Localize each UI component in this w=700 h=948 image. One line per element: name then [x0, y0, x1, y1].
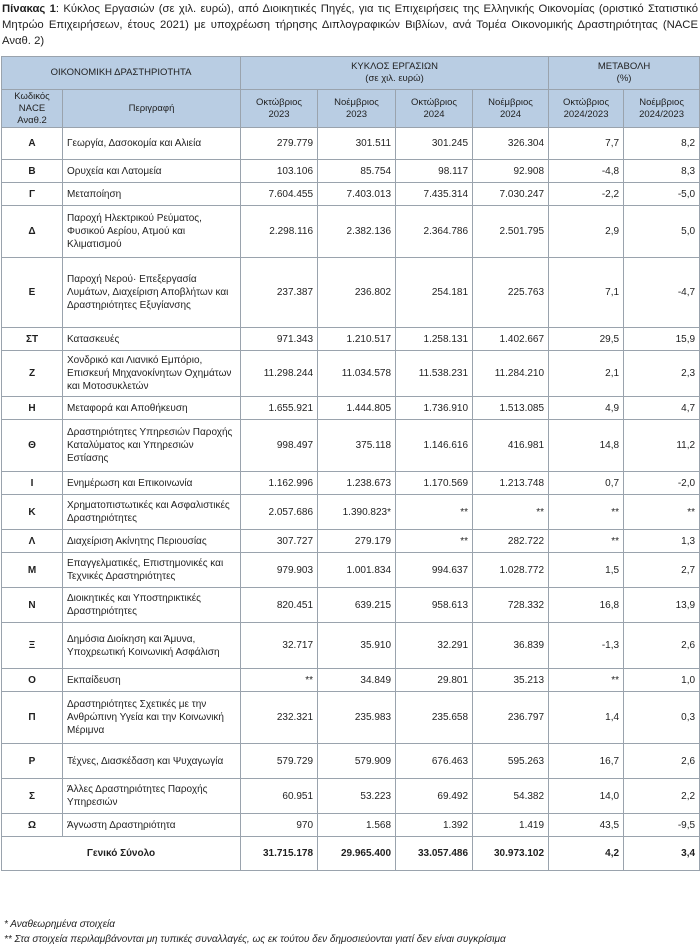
turnover-header-unit: (σε χιλ. ευρώ): [365, 73, 424, 84]
turnover-value-cell: 282.722: [473, 530, 549, 553]
turnover-value-cell: 579.729: [241, 744, 318, 779]
change-period-month: Νοέμβριος: [639, 96, 684, 108]
change-value-cell: 2,2: [624, 779, 700, 814]
turnover-value-cell: 970: [241, 814, 318, 837]
turnover-table: [1, 56, 700, 871]
turnover-value-cell: 2.364.786: [396, 206, 473, 258]
change-value-cell: 1,3: [624, 530, 700, 553]
sector-description-cell: Κατασκευές: [63, 328, 241, 351]
turnover-value-cell: 7.403.013: [318, 183, 396, 206]
period-month: Νοέμβριος: [334, 96, 379, 108]
sector-code-cell: Γ: [2, 183, 63, 206]
turnover-value-cell: **: [396, 495, 473, 530]
table-row: [2, 779, 700, 814]
period-month: Οκτώβριος: [411, 96, 458, 108]
turnover-value-cell: 254.181: [396, 258, 473, 328]
turnover-value-cell: 1.444.805: [318, 397, 396, 420]
table-caption: [2, 1, 698, 49]
turnover-value-cell: 225.763: [473, 258, 549, 328]
change-value-cell: 2,7: [624, 553, 700, 588]
change-value-cell: 13,9: [624, 588, 700, 623]
sector-description-cell: Χρηματοπιστωτικές και Ασφαλιστικές Δραστηριότητες: [63, 495, 241, 530]
period-year: 2024: [423, 108, 445, 120]
turnover-value-cell: 11.538.231: [396, 351, 473, 397]
sector-description-cell: Παροχή Νερού· Επεξεργασία Λυμάτων, Διαχείριση Αποβλήτων και Δραστηριότητες Εξυγίανσης: [63, 258, 241, 328]
change-value-cell: **: [549, 495, 624, 530]
turnover-value-cell: 60.951: [241, 779, 318, 814]
turnover-value-cell: 69.492: [396, 779, 473, 814]
change-value-cell: 14,0: [549, 779, 624, 814]
sector-code-cell: Δ: [2, 206, 63, 258]
total-turnover-cell: 29.965.400: [318, 837, 396, 871]
change-value-cell: 1,0: [624, 669, 700, 692]
turnover-value-cell: 1.028.772: [473, 553, 549, 588]
turnover-value-cell: 820.451: [241, 588, 318, 623]
sector-description-cell: Χονδρικό και Λιανικό Εμπόριο, Επισκευή Μηχανοκίνητων Οχημάτων και Μοτοσυκλετών: [63, 351, 241, 397]
change-value-cell: 43,5: [549, 814, 624, 837]
table-row: [2, 160, 700, 183]
sector-code-cell: Ρ: [2, 744, 63, 779]
change-value-cell: 29,5: [549, 328, 624, 351]
change-value-cell: 1,5: [549, 553, 624, 588]
change-value-cell: 0,3: [624, 692, 700, 744]
turnover-value-cell: 7.604.455: [241, 183, 318, 206]
change-period-years: 2024/2023: [639, 108, 685, 120]
table-caption-label: Πίνακας 1: [2, 3, 56, 15]
turnover-value-cell: 1.513.085: [473, 397, 549, 420]
change-value-cell: **: [549, 669, 624, 692]
turnover-value-cell: 1.213.748: [473, 472, 549, 495]
turnover-value-cell: 1.392: [396, 814, 473, 837]
sector-code-cell: Ω: [2, 814, 63, 837]
table-row: [2, 128, 700, 160]
sector-code-cell: Ξ: [2, 623, 63, 669]
turnover-value-cell: 29.801: [396, 669, 473, 692]
turnover-value-cell: 32.291: [396, 623, 473, 669]
turnover-value-cell: 2.057.686: [241, 495, 318, 530]
change-value-cell: 2,6: [624, 623, 700, 669]
sector-code-cell: ΣΤ: [2, 328, 63, 351]
turnover-value-cell: 34.849: [318, 669, 396, 692]
change-value-cell: 8,3: [624, 160, 700, 183]
period-month: Νοέμβριος: [488, 96, 533, 108]
sector-code-cell: Θ: [2, 420, 63, 472]
table-row: [2, 692, 700, 744]
turnover-value-cell: 979.903: [241, 553, 318, 588]
header-row-sub: [2, 90, 700, 128]
change-value-cell: 8,2: [624, 128, 700, 160]
sector-description-cell: Επαγγελματικές, Επιστημονικές και Τεχνικές Δραστηριότητες: [63, 553, 241, 588]
change-value-cell: 4,7: [624, 397, 700, 420]
change-value-cell: -4,8: [549, 160, 624, 183]
turnover-value-cell: 1.146.616: [396, 420, 473, 472]
turnover-value-cell: 1.170.569: [396, 472, 473, 495]
turnover-value-cell: 998.497: [241, 420, 318, 472]
sector-description-cell: Γεωργία, Δασοκομία και Αλιεία: [63, 128, 241, 160]
change-value-cell: 0,7: [549, 472, 624, 495]
turnover-header-title: ΚΥΚΛΟΣ ΕΡΓΑΣΙΩΝ: [351, 61, 438, 72]
sector-code-cell: Α: [2, 128, 63, 160]
sector-code-cell: Η: [2, 397, 63, 420]
sector-description-cell: Μεταφορά και Αποθήκευση: [63, 397, 241, 420]
turnover-value-cell: 639.215: [318, 588, 396, 623]
turnover-value-cell: 279.779: [241, 128, 318, 160]
sector-code-cell: Λ: [2, 530, 63, 553]
turnover-value-cell: 235.983: [318, 692, 396, 744]
period-header: [473, 90, 549, 128]
turnover-value-cell: 53.223: [318, 779, 396, 814]
change-header-unit: (%): [616, 73, 632, 84]
period-header: [241, 90, 318, 128]
code-header-line: NACE: [18, 102, 46, 114]
turnover-value-cell: 1.402.667: [473, 328, 549, 351]
period-year: 2023: [268, 108, 290, 120]
table-body: [2, 57, 700, 871]
change-value-cell: 5,0: [624, 206, 700, 258]
activity-header: ΟΙΚΟΝΟΜΙΚΗ ΔΡΑΣΤΗΡΙΟΤΗΤΑ: [2, 57, 241, 90]
turnover-header: [241, 57, 549, 90]
change-header: [549, 57, 700, 90]
sector-code-cell: Ο: [2, 669, 63, 692]
change-value-cell: -2,0: [624, 472, 700, 495]
sector-description-cell: Δραστηριότητες Σχετικές με την Ανθρώπινη Υγεία και την Κοινωνική Μέριμνα: [63, 692, 241, 744]
turnover-value-cell: 1.238.673: [318, 472, 396, 495]
turnover-value-cell: 103.106: [241, 160, 318, 183]
turnover-value-cell: 1.258.131: [396, 328, 473, 351]
table-row: [2, 623, 700, 669]
table-row: [2, 328, 700, 351]
turnover-value-cell: 54.382: [473, 779, 549, 814]
sector-description-cell: Άλλες Δραστηριότητες Παροχής Υπηρεσιών: [63, 779, 241, 814]
total-label-cell: Γενικό Σύνολο: [2, 837, 241, 871]
change-value-cell: 7,1: [549, 258, 624, 328]
turnover-value-cell: 236.797: [473, 692, 549, 744]
turnover-value-cell: 11.034.578: [318, 351, 396, 397]
sector-code-cell: Ν: [2, 588, 63, 623]
total-change-cell: 4,2: [549, 837, 624, 871]
table-row: [2, 351, 700, 397]
turnover-value-cell: 1.655.921: [241, 397, 318, 420]
table-row: [2, 420, 700, 472]
turnover-value-cell: 1.162.996: [241, 472, 318, 495]
code-column-header: [2, 90, 63, 128]
change-value-cell: **: [549, 530, 624, 553]
change-value-cell: 1,4: [549, 692, 624, 744]
turnover-value-cell: 7.435.314: [396, 183, 473, 206]
change-value-cell: 15,9: [624, 328, 700, 351]
table-row: [2, 588, 700, 623]
table-caption-text: : Κύκλος Εργασιών (σε χιλ. ευρώ), από Διοικητικές Πηγές, για τις Επιχειρήσεις της Ελληνικής Οικονομίας (οριστικό Στατιστικό Μητρώο Επιχειρήσεων, έτους 2021) με υποχρέωση τήρησης Διπλογραφικών Βιβλίων, ανά Τομέα Οικονομικής Δραστηριότητας (NACE Αναθ. 2): [2, 3, 698, 47]
turnover-value-cell: **: [241, 669, 318, 692]
change-period-header: [624, 90, 700, 128]
sector-code-cell: Ι: [2, 472, 63, 495]
period-year: 2023: [345, 108, 368, 120]
change-value-cell: 2,6: [624, 744, 700, 779]
turnover-value-cell: **: [396, 530, 473, 553]
description-column-header: Περιγραφή: [63, 90, 241, 128]
turnover-value-cell: 36.839: [473, 623, 549, 669]
sector-code-cell: Ε: [2, 258, 63, 328]
table-row: [2, 495, 700, 530]
turnover-value-cell: 35.213: [473, 669, 549, 692]
code-header-line: Κωδικός: [14, 90, 50, 102]
turnover-value-cell: 1.390.823*: [318, 495, 396, 530]
turnover-value-cell: 7.030.247: [473, 183, 549, 206]
turnover-value-cell: 1.736.910: [396, 397, 473, 420]
change-period-years: 2024/2023: [563, 108, 609, 120]
table-row: [2, 530, 700, 553]
turnover-value-cell: 236.802: [318, 258, 396, 328]
turnover-value-cell: 301.511: [318, 128, 396, 160]
turnover-value-cell: 11.298.244: [241, 351, 318, 397]
change-value-cell: 2,3: [624, 351, 700, 397]
turnover-value-cell: **: [473, 495, 549, 530]
period-year: 2024: [499, 108, 522, 120]
turnover-value-cell: 301.245: [396, 128, 473, 160]
table-row: [2, 397, 700, 420]
sector-description-cell: Διοικητικές και Υποστηρικτικές Δραστηριότητες: [63, 588, 241, 623]
change-value-cell: -5,0: [624, 183, 700, 206]
turnover-value-cell: 958.613: [396, 588, 473, 623]
sector-description-cell: Μεταποίηση: [63, 183, 241, 206]
sector-code-cell: Σ: [2, 779, 63, 814]
turnover-value-cell: 971.343: [241, 328, 318, 351]
total-turnover-cell: 30.973.102: [473, 837, 549, 871]
total-row: [2, 837, 700, 871]
change-value-cell: **: [624, 495, 700, 530]
sector-code-cell: Κ: [2, 495, 63, 530]
turnover-value-cell: 595.263: [473, 744, 549, 779]
change-value-cell: 2,9: [549, 206, 624, 258]
sector-description-cell: Εκπαίδευση: [63, 669, 241, 692]
change-period-header: [549, 90, 624, 128]
footnote-not-published: ** Στα στοιχεία περιλαμβάνονται μη τυπικές συναλλαγές, ως εκ τούτου δεν δημοσιεύονται γιατί δεν είναι συγκρίσιμα: [4, 934, 506, 945]
change-value-cell: 7,7: [549, 128, 624, 160]
change-value-cell: -2,2: [549, 183, 624, 206]
turnover-value-cell: 728.332: [473, 588, 549, 623]
change-header-title: ΜΕΤΑΒΟΛΗ: [597, 61, 651, 72]
table-row: [2, 472, 700, 495]
sector-code-cell: Π: [2, 692, 63, 744]
change-value-cell: 16,7: [549, 744, 624, 779]
code-header-line: Αναθ.2: [17, 114, 47, 126]
change-value-cell: 16,8: [549, 588, 624, 623]
footnote-revised: * Αναθεωρημένα στοιχεία: [4, 919, 115, 930]
turnover-value-cell: 32.717: [241, 623, 318, 669]
sector-description-cell: Ενημέρωση και Επικοινωνία: [63, 472, 241, 495]
period-month: Οκτώβριος: [256, 96, 303, 108]
table-footnotes: [4, 917, 696, 947]
turnover-value-cell: 1.210.517: [318, 328, 396, 351]
sector-description-cell: Δραστηριότητες Υπηρεσιών Παροχής Καταλύματος και Υπηρεσιών Εστίασης: [63, 420, 241, 472]
sector-code-cell: Β: [2, 160, 63, 183]
turnover-value-cell: 1.568: [318, 814, 396, 837]
turnover-value-cell: 579.909: [318, 744, 396, 779]
table-row: [2, 553, 700, 588]
turnover-value-cell: 35.910: [318, 623, 396, 669]
turnover-value-cell: 232.321: [241, 692, 318, 744]
period-header: [396, 90, 473, 128]
total-change-cell: 3,4: [624, 837, 700, 871]
period-header: [318, 90, 396, 128]
turnover-value-cell: 1.001.834: [318, 553, 396, 588]
sector-description-cell: Δημόσια Διοίκηση και Άμυνα, Υποχρεωτική Κοινωνική Ασφάλιση: [63, 623, 241, 669]
turnover-value-cell: 994.637: [396, 553, 473, 588]
change-value-cell: -1,3: [549, 623, 624, 669]
turnover-value-cell: 307.727: [241, 530, 318, 553]
table-row: [2, 206, 700, 258]
turnover-value-cell: 326.304: [473, 128, 549, 160]
turnover-value-cell: 235.658: [396, 692, 473, 744]
sector-description-cell: Τέχνες, Διασκέδαση και Ψυχαγωγία: [63, 744, 241, 779]
turnover-value-cell: 375.118: [318, 420, 396, 472]
change-value-cell: -9,5: [624, 814, 700, 837]
table-row: [2, 669, 700, 692]
turnover-value-cell: 11.284.210: [473, 351, 549, 397]
turnover-value-cell: 85.754: [318, 160, 396, 183]
turnover-value-cell: 92.908: [473, 160, 549, 183]
turnover-value-cell: 98.117: [396, 160, 473, 183]
turnover-value-cell: 279.179: [318, 530, 396, 553]
turnover-value-cell: 416.981: [473, 420, 549, 472]
sector-description-cell: Παροχή Ηλεκτρικού Ρεύματος, Φυσικού Αερίου, Ατμού και Κλιματισμού: [63, 206, 241, 258]
change-period-month: Οκτώβριος: [563, 96, 610, 108]
table-row: [2, 183, 700, 206]
sector-description-cell: Ορυχεία και Λατομεία: [63, 160, 241, 183]
turnover-value-cell: 2.382.136: [318, 206, 396, 258]
sector-description-cell: Άγνωστη Δραστηριότητα: [63, 814, 241, 837]
total-turnover-cell: 33.057.486: [396, 837, 473, 871]
table-row: [2, 814, 700, 837]
total-turnover-cell: 31.715.178: [241, 837, 318, 871]
turnover-value-cell: 1.419: [473, 814, 549, 837]
sector-description-cell: Διαχείριση Ακίνητης Περιουσίας: [63, 530, 241, 553]
change-value-cell: 4,9: [549, 397, 624, 420]
table-row: [2, 258, 700, 328]
change-value-cell: 14,8: [549, 420, 624, 472]
change-value-cell: 11,2: [624, 420, 700, 472]
change-value-cell: 2,1: [549, 351, 624, 397]
header-row-top: [2, 57, 700, 90]
sector-code-cell: Μ: [2, 553, 63, 588]
turnover-value-cell: 237.387: [241, 258, 318, 328]
turnover-value-cell: 2.298.116: [241, 206, 318, 258]
sector-code-cell: Ζ: [2, 351, 63, 397]
turnover-value-cell: 676.463: [396, 744, 473, 779]
change-value-cell: -4,7: [624, 258, 700, 328]
table-row: [2, 744, 700, 779]
turnover-value-cell: 2.501.795: [473, 206, 549, 258]
